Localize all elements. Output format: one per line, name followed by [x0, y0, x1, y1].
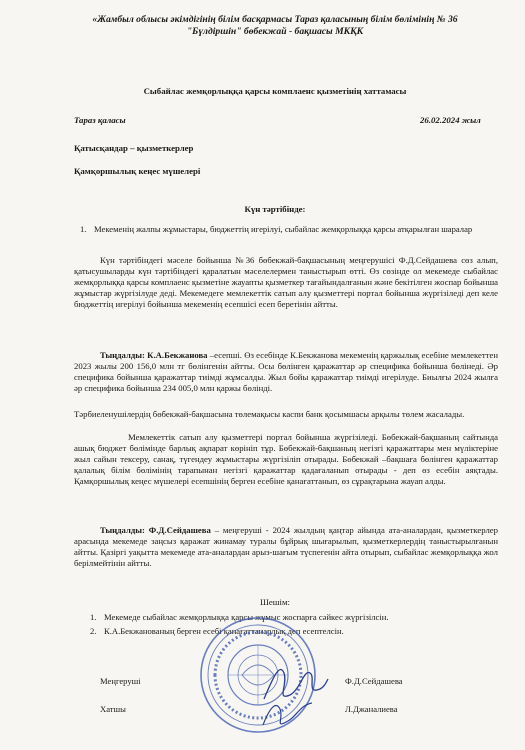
head-role: Меңгеруші [100, 676, 141, 686]
paragraph-procurement: Мемлекеттік сатып алу қызметтері портал бойынша жүргізіледі. Бөбекжай-бақшаның сайтында ашық бюджет бөлімінде барлық ақпарат көрініп тұр. Бөбекжай-бақшаның негізгі қаражаттары мен мүліктеріне жыл сайын тексеру, санақ, түгендеу жұмыстары жүргізіліп отырады. Бөбекжай –бақшаға бөлінген қаражаттар қалалық білім бөлімінің тарапынан негізгі қаражаттар қадағаланып отырады - деп өз есебін аяқтады. Қамқоршылық кеңес мүшелері есепшінің берген есебіне қанағаттанып, өз сұрақтарына жауап алды. [74, 432, 498, 486]
secretary-name: Л.Джаналиева [345, 704, 398, 714]
participants-line: Қатысқандар – қызметкерлер [74, 143, 194, 153]
listened-lead-1: Тыңдалды: К.А.Бекжанова [100, 350, 208, 360]
city-label: Тараз қаласы [74, 115, 126, 125]
paragraph-accountant-report [74, 350, 498, 394]
head-name: Ф.Д.Сейдашева [345, 676, 403, 686]
secretary-role: Хатшы [100, 704, 126, 714]
paragraph-payment: Тәрбиеленушілердің бөбекжай-бақшасына төлемақысы каспи банк қосымшасы арқылы төлем жасалады. [74, 409, 465, 419]
document-date: 26.02.2024 жыл [420, 115, 481, 125]
document-title: Сыбайлас жемқорлыққа қарсы комплаенс қызметінің хаттамасы [143, 86, 407, 96]
secretary-signature-icon [260, 695, 315, 735]
header-line-2: "Бүлдіршін" бөбекжай - бақшасы МКҚК [186, 26, 364, 37]
council-line: Қамқоршылық кеңес мүшелері [74, 166, 201, 176]
decision-item-text: К.А.Бекжанованың берген есебі қанағаттанарлық деп есептелсін. [104, 626, 344, 636]
decision-item-text: Мекемеде сыбайлас жемқорлыққа қарсы жұмыс жоспарға сәйкес жүргізілсін. [104, 612, 389, 622]
head-report-text: – меңгеруші - 2024 жылдың қаңтар айында ата-аналардан, қызметкерлер арасында мекемеде заңсыз қаражат жинамау туралы бұйрық шығарылып, қызметкерлердің таныстырылғанын айтты. Қазіргі уақытта мекемеде ата-аналардан арыз-шағым түспегенін айта отырып, сыбайлас жемқорлыққа жол берілмейтінін айтты. [74, 525, 498, 568]
header-line-1: «Жамбыл облысы әкімдігінің білім басқармасы Тараз қаласының білім бөлімінің № 36 [92, 14, 458, 25]
agenda-heading: Күн тәртібінде: [244, 204, 306, 214]
decision-item-number: 2. [90, 626, 97, 636]
paragraph-intro: Күн тәртібіндегі мәселе бойынша №36 бөбекжай-бақшасының меңгерушісі Ф.Д.Сейдашева сөз алып, қатысушыларды күн тәртібіндегі қаралатын мәселелермен таныстырып өтті. Өз сөзінде ол мекемеде сыбайлас жемқорлыққа қарсы комплаенс қызметіне жауапты қызметкер тағайындалғанын және бекітілген жоспар бойынша жұмыстар жүргізілуде деді. Мекемедеге мемлекеттік сатып алу қызметтері портал бойынша жүргізіледі деп келе бюджеттің игерілуі бойынша мекеменің есепшісі есеп беретінін айтты. [74, 255, 498, 309]
accountant-report-text: –есепші. Өз есебінде К.Бекжанова мекеменің қаржылық есебіне мемлекеттен 2023 жылы 200 156,0 млн тг бөлінгенін айтты. Осы бөлінген қаражаттар әр специфика бойынша бөлінеді. Әр специфика бойынша қаражаттар тиімді жұмсалды. Жыл бойы қаражаттар тиімді игерілуде. Биылғы 2024 жылға әр специфика бойынша 234 005,0 млн қаржы бөлінді. [74, 350, 499, 393]
organization-header [60, 14, 490, 38]
agenda-item-text: Мекеменің жалпы жұмыстары, бюджеттің игерілуі, сыбайлас жемқорлыққа қарсы атқарылған шаралар [94, 224, 473, 234]
agenda-item [80, 224, 494, 235]
agenda-item-number: 1. [80, 224, 87, 234]
decision-item-number: 1. [90, 612, 97, 622]
listened-lead-2: Тыңдалды: Ф.Д.Сейдашева [100, 525, 211, 535]
decision-heading: Шешім: [259, 597, 290, 607]
paragraph-head-report [74, 525, 498, 569]
